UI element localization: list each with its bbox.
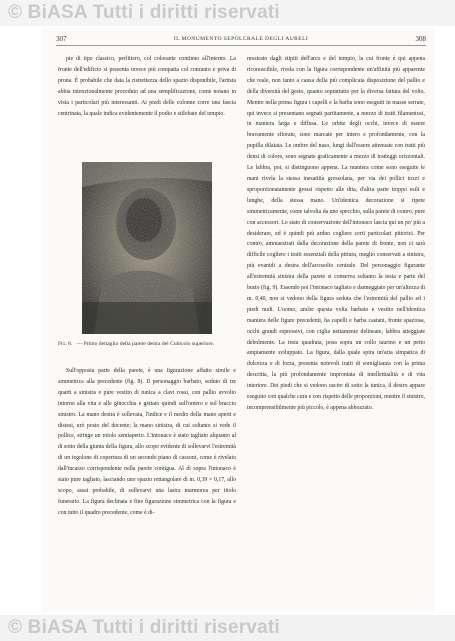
- watermark-top: [0, 0, 455, 26]
- left-column-top-text: [58, 54, 236, 160]
- paragraph: Sull'opposta parte della parete, è una figurazione affatto simile e simmetrica alla precedente (fig. 8). Il personaggio barbato, seduto di tre quarti a sinistra e pure vestito di tunica a clavi rossi, con pallio avvolto intorno alla vita e alle ginocchia e gettato quindi sull'omero e sul braccio sinistro. La mano destra è sollevata, l'indice e il medio della mano aperti e distesi, urò posto del docente; la mano sinistra, di cui soltanto si vede il pollice, stringe un rotolo semiaperto. L'intonaco è stato tagliato alquanto al di sotto della giunta della figura, allo scopo evidente di sollevarvi l'estremità di un tegolone di copertura di un secondo piano di cassoni, come è rivelato dall'incasso corrispondente nella parete contigua. Al di sopra l'intonaco è stato pure tagliato, lasciando uno spazio rettangolare di m. 0,39 × 0,17, allo scopo, assai probabile, di sollevarvi una lastra marmorea per titolo funerario. La figura declinata e fine figurazione simmetrica con la figura e con tutto il quadro precedente, come è di-: [58, 368, 236, 516]
- left-column-bottom-text: [58, 366, 236, 612]
- fresco-image: [82, 162, 212, 334]
- fresco-figure: [82, 162, 212, 334]
- paragraph: pie di tipo classico, perlitiero, col colorante continuo all'interno. La fronte dell'edificio si presenta invece più compatta col comunto e priva di prona. È probabile che data la ristrettezza dello spazio disponibile, l'artista abbia intenzionalmente proceduto ad una semplificazione, come notano in vista i particolari più interessanti. Ai piedi delle colonne corre una fascia centrinata, la quale indica evidentemente il podio e stilobate del tempio.: [58, 56, 236, 117]
- figure-label: Fig. 8.: [58, 341, 73, 347]
- watermark-text: © BiASA Tutti i diritti riservati: [8, 2, 280, 23]
- book-page: [42, 28, 435, 612]
- figure-caption-text: — Primo dettaglio della parete destra del Cubicolo superiore.: [76, 341, 215, 347]
- watermark-text: © BiASA Tutti i diritti riservati: [8, 617, 280, 638]
- right-column-text: [247, 54, 425, 614]
- running-title: IL MONUMENTO SEPOLCRALE DEGLI AURELI: [173, 35, 309, 42]
- paragraph: mostrato dagli stipiti dell'arco e del tempio, la cui fronte è qui appena riconoscibile, rivela con la figura corrispondente un'affinità più apparente che reale, non tanto a causa della più complicata disposizione del pallio e della diversità del gesto, quanto soprattutto per la diversa fattura del volto. Mentre nella prima figura i capelli e la barba sono eseguiti in masse serrate, qui invece si presentano segnati partitamente, a mezzo di tratti filamentosi, in maniera larga e diffusa. Le orbite degli occhi, invece di essere bravamente sfiorate, sono marcate per intero e profondamente, con la pupilla dilatata. Le ombre del naso, lungi dall'essere attenuate con tratti più densi di colore, sono segnate graficamente a mezzo di tratteggi orizzontali. Le labbra, poi, si distinguono appena. La maniera come sono eseguite le mani rivela la stessa inesattità grossolana, per via dei pollici tozzi e sproporzionatamente grossi rispetto alle dita, d'altra parte troppo esili e lunghe, della stessa mano. Un'identica decorazione si ripete simmetricamente, come talvolta da uno specchio, sulla parete di contro, pure con accessori. Lo stato di conservazione dell'intonaco lascia qui un po' più a desiderare, ed è quindi più arduo cogliere certi particolari pittorici. Per contro, ammaestrati dalla decorazione della parete di fronte, non ci sarà difficile cogliere i tratti essenziali della pittura, meglio conservati a sinistra, più evanidi a destra dell'arcosolio centrale. Del personaggio figurante all'estremità sinistra della parete si conserva soltanto la testa e parte del busto (fig. 9). Essendo poi l'intonaco tagliato e danneggiato per un'altezza di m. 0,40, non si vedono della figura seduta che l'estremità del pallio ed i piedi nudi. L'uomo, anche questa volta barbato e vestito nell'identica maniera delle figure precedenti, ha capelli e barba castani, fronte spaziosa, occhi grandi espressivi, con ciglia nettamente delineate, labbra atteggiate debolmente. La testa quadrata, posa sopra un collo taurino e un petto ampiamente sviluppato. La figura, dalla quale spira un'aria simpatica di dolcezza e di forza, presenta notevoli tratti di somiglianza con la prima descritta, la più profondamente improntata di intellettualità e di vita interiore. Dei piedi che si vedono uscire di sotto la tunica, il destro appare eseguito con qualche cura e con rispetto delle proporzioni, mentre il sinistro, incomprensibilmente più piccolo, è appena abbozzato.: [247, 56, 425, 411]
- running-head: [56, 32, 426, 46]
- left-page-number: 307: [56, 34, 67, 43]
- figure-caption: [58, 340, 236, 348]
- right-page-number: 308: [415, 34, 426, 43]
- watermark-bottom: [0, 615, 455, 641]
